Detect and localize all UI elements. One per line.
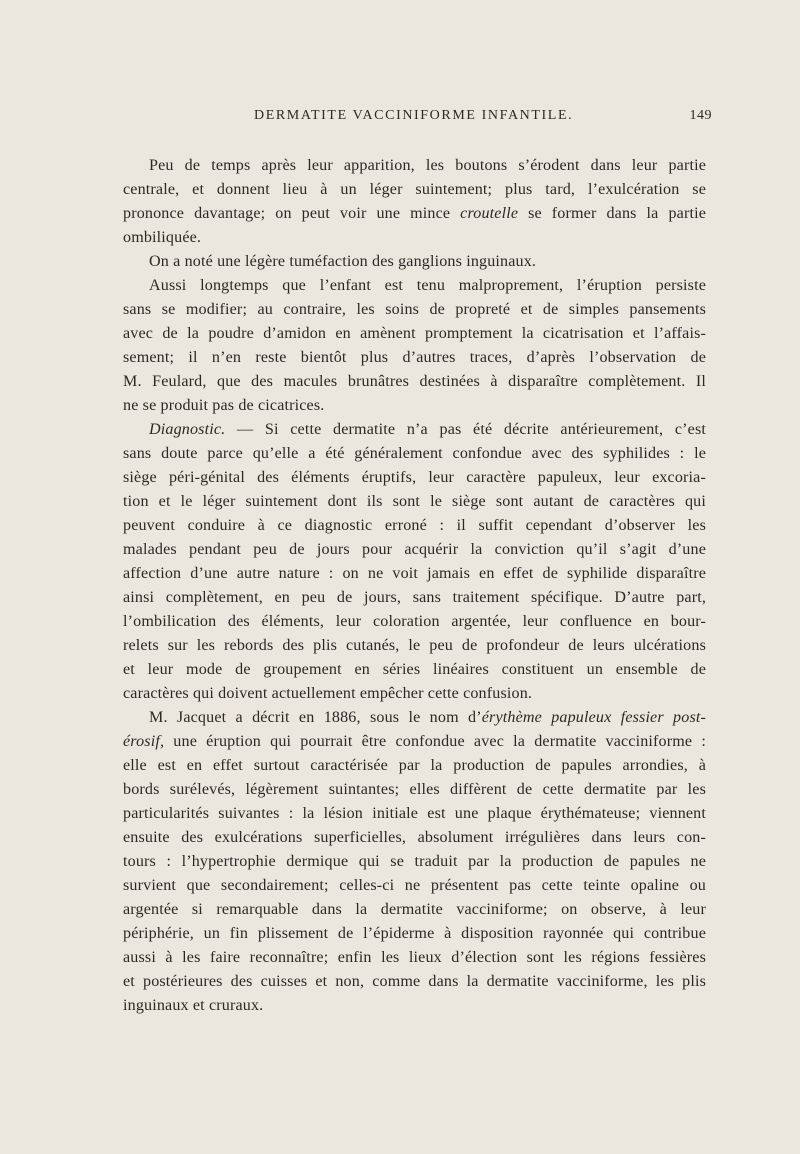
text-line: et leur mode de groupement en séries linéaires constituent un ensemble de	[123, 661, 706, 678]
text-line: M. Feulard, que des macules brunâtres destinées à disparaître complètement. Il	[123, 373, 706, 390]
section-heading-italic: Diagnostic.	[149, 421, 226, 438]
text-line: ne se produit pas de cicatrices.	[123, 397, 325, 414]
page-number: 149	[689, 108, 712, 123]
text-line: aussi à les faire reconnaître; enfin les lieux d’élection sont les régions fessières	[123, 949, 706, 966]
italic-term: érosif,	[123, 733, 165, 750]
text-line: On a noté une légère tuméfaction des ganglions inguinaux.	[149, 253, 537, 270]
text-line: peuvent conduire à ce diagnostic erroné : il suffit cependant d’observer les	[123, 517, 706, 534]
text-line: avec de la poudre d’amidon en amènent promptement la cicatrisation et l’affais-	[123, 325, 706, 342]
text-line: ombiliquée.	[123, 229, 202, 246]
text-line: survient que secondairement; celles-ci ne présentent pas cette teinte opaline ou	[123, 877, 706, 894]
text-line: elle est en effet surtout caractérisée par la production de papules arrondies, à	[123, 757, 706, 774]
italic-term: croutelle	[460, 205, 519, 222]
italic-term: érythème papuleux fessier post-	[481, 709, 706, 726]
paragraph	[123, 706, 706, 1018]
text-line: sans se modifier; au contraire, les soins de propreté et de simples pansements	[123, 301, 706, 318]
text-line: M. Jacquet a décrit en 1886, sous le nom d’érythème papuleux fessier post-	[149, 709, 706, 726]
text-line: sement; il n’en reste bientôt plus d’autres traces, d’après l’observation de	[123, 349, 706, 366]
text-line: érosif, une éruption qui pourrait être confondue avec la dermatite vacciniforme :	[123, 733, 706, 750]
text-line: Aussi longtemps que l’enfant est tenu malproprement, l’éruption persiste	[149, 277, 706, 294]
paragraph	[123, 274, 706, 418]
text-line: malades pendant peu de jours pour acquérir la conviction qu’il s’agit d’une	[123, 541, 706, 558]
text-line: ainsi complètement, en peu de jours, sans traitement spécifique. D’autre part,	[123, 589, 706, 606]
running-header	[254, 108, 712, 128]
paragraph	[123, 154, 706, 250]
text-line: périphérie, un fin plissement de l’épiderme à disposition rayonnée qui contribue	[123, 925, 706, 942]
body-text	[123, 154, 706, 1018]
text-line: l’ombilication des éléments, leur coloration argentée, leur confluence en bour-	[123, 613, 706, 630]
text-line: et postérieures des cuisses et non, comme dans la dermatite vacciniforme, les plis	[123, 973, 706, 990]
text-line: tours : l’hypertrophie dermique qui se traduit par la production de papules ne	[123, 853, 706, 870]
running-title: DERMATITE VACCINIFORME INFANTILE.	[254, 108, 574, 123]
text-line: inguinaux et cruraux.	[123, 997, 264, 1014]
text-line: Diagnostic. — Si cette dermatite n’a pas été décrite antérieurement, c’est	[149, 421, 706, 438]
text-line: prononce davantage; on peut voir une mince croutelle se former dans la partie	[123, 205, 706, 222]
text-line: Peu de temps après leur apparition, les boutons s’érodent dans leur partie	[149, 157, 706, 174]
text-line: centrale, et donnent lieu à un léger suintement; plus tard, l’exulcération se	[123, 181, 706, 198]
paragraph	[123, 250, 706, 274]
text-line: relets sur les rebords des plis cutanés, le peu de profondeur de leurs ulcérations	[123, 637, 706, 654]
text-line: ensuite des exulcérations superficielles, absolument irrégulières dans leurs con-	[123, 829, 706, 846]
text-line: caractères qui doivent actuellement empêcher cette confusion.	[123, 685, 533, 702]
text-line: tion et le léger suintement dont ils sont le siège sont autant de caractères qui	[123, 493, 706, 510]
text-line: siège péri-génital des éléments éruptifs, leur caractère papuleux, leur excoria-	[123, 469, 706, 486]
text-line: sans doute parce qu’elle a été généralement confondue avec des syphilides : le	[123, 445, 706, 462]
text-line: argentée si remarquable dans la dermatite vacciniforme; on observe, à leur	[123, 901, 706, 918]
text-line: particularités suivantes : la lésion initiale est une plaque érythémateuse; viennent	[123, 805, 706, 822]
text-line: affection d’une autre nature : on ne voit jamais en effet de syphilide disparaître	[123, 565, 706, 582]
paragraph	[123, 418, 706, 706]
text-line: bords surélevés, légèrement suintantes; elles diffèrent de cette dermatite par les	[123, 781, 706, 798]
